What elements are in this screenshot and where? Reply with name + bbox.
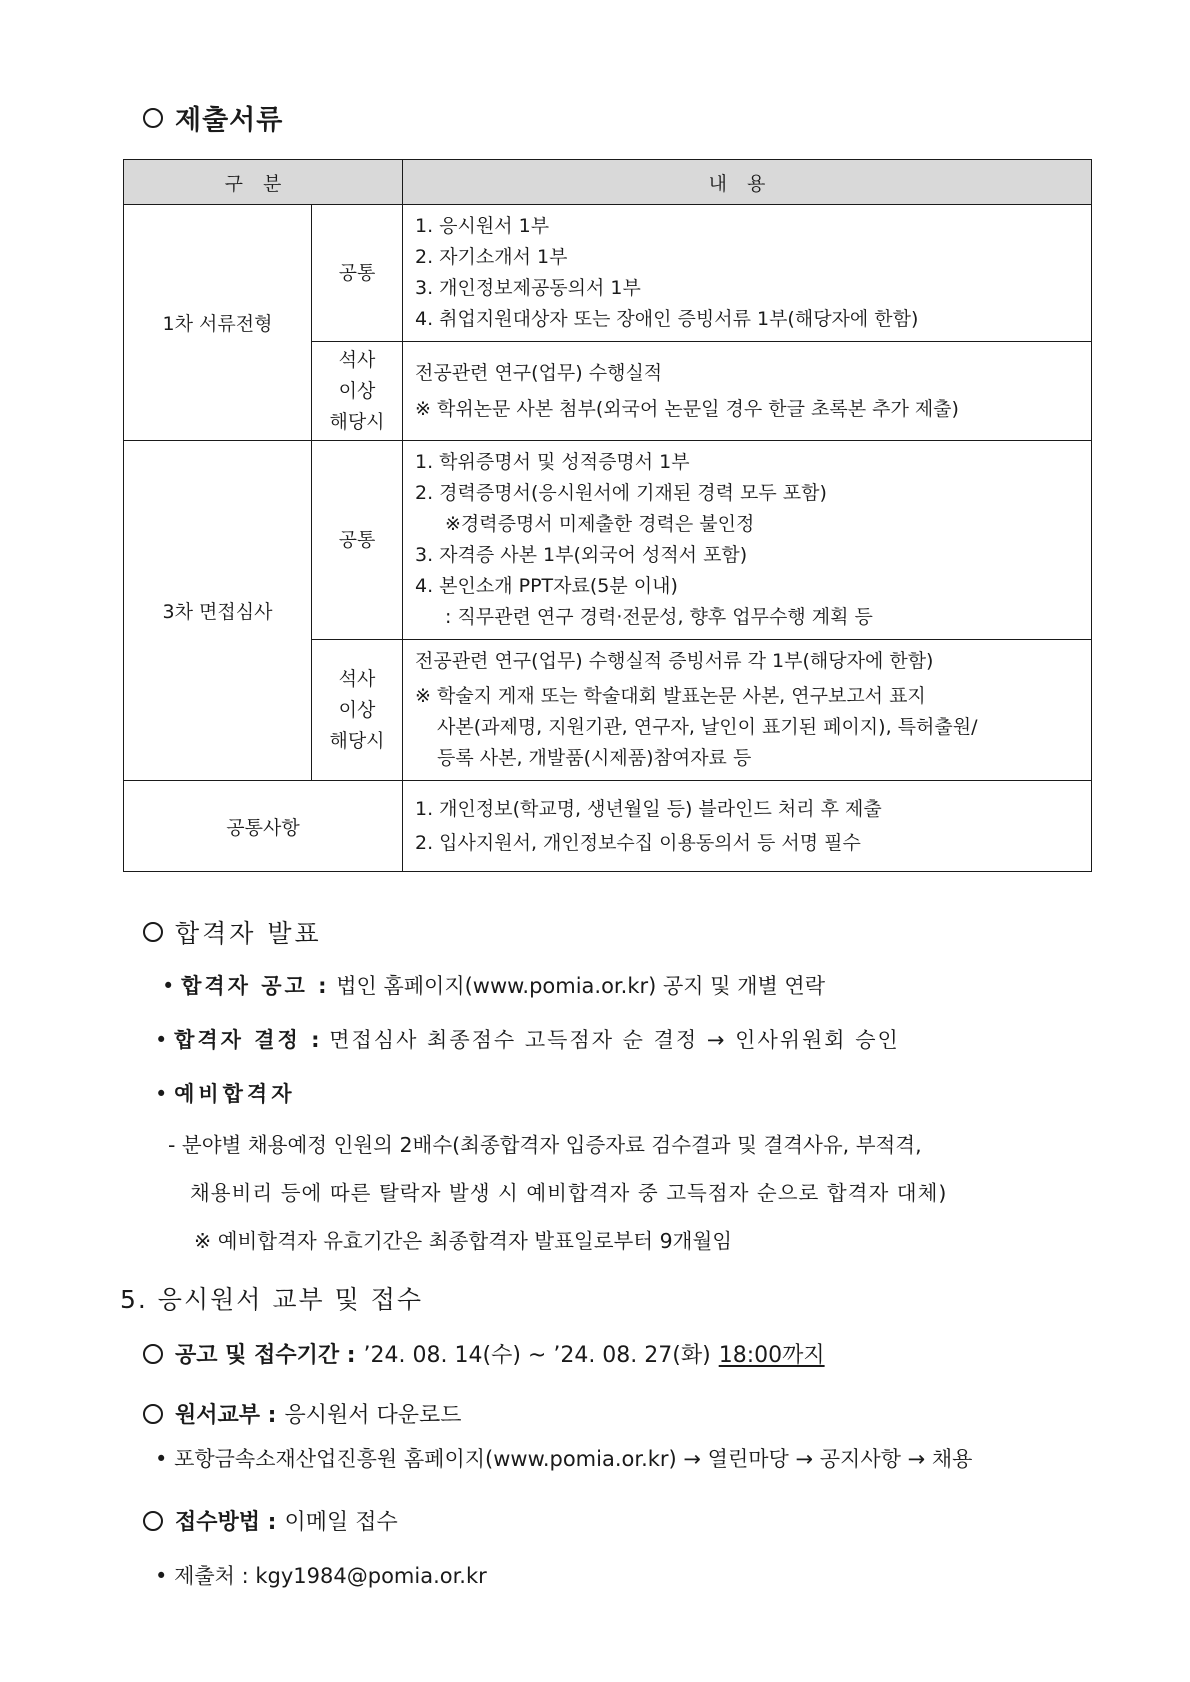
label-line: 석사 (338, 348, 376, 371)
circle-bullet-icon (143, 1511, 163, 1531)
list-item: 3. 개인정보제공동의서 1부 (415, 277, 641, 299)
stage3-master-content (403, 640, 1092, 781)
common-label: 공통사항 (124, 781, 403, 872)
submission-docs-table (123, 159, 1092, 872)
list-item: 전공관련 연구(업무) 수행실적 (415, 362, 663, 384)
announce-label: 합격자 공고 : (181, 974, 330, 998)
reserve-line-2: 채용비리 등에 따른 탈락자 발생 시 예비합격자 중 고득점자 순으로 합격자 대체) (190, 1181, 948, 1205)
method-label: 접수방법 : (175, 1510, 277, 1535)
list-item: ※ 학위논문 사본 첨부(외국어 논문일 경우 한글 초록본 추가 제출) (415, 398, 959, 420)
table-row (124, 781, 1092, 872)
bullet-dot-icon: • (155, 1028, 168, 1052)
list-item: 등록 사본, 개발품(시제품)참여자료 등 (437, 747, 752, 769)
label-line: 석사 (338, 667, 376, 690)
list-item: 1. 학위증명서 및 성적증명서 1부 (415, 451, 690, 473)
period-text: ’24. 08. 14(수) ~ ’24. 08. 27(화) (363, 1343, 711, 1368)
reserve-label: 예비합격자 (174, 1082, 296, 1106)
decision-text: 면접심사 최종점수 고득점자 순 결정 → 인사위원회 승인 (329, 1028, 900, 1052)
stage3-common-content (403, 441, 1092, 640)
list-item: ※경력증명서 미제출한 경력은 불인정 (445, 513, 755, 535)
stage1-common-content (403, 205, 1092, 342)
issue-item (143, 1398, 461, 1429)
reserve-line-1: - 분야별 채용예정 인원의 2배수(최종합격자 입증자료 검수결과 및 결격사유, 부적격, (168, 1133, 922, 1157)
label-line: 이상 (338, 698, 376, 721)
decision-label: 합격자 결정 : (174, 1028, 323, 1052)
period-item (143, 1338, 825, 1369)
issue-path-item (155, 1443, 972, 1473)
list-item: 2. 경력증명서(응시원서에 기재된 경력 모두 포함) (415, 482, 827, 504)
bullet-dot-icon: • (155, 1564, 168, 1588)
list-item: 2. 입사지원서, 개인정보수집 이용동의서 등 서명 필수 (415, 832, 861, 854)
list-item: ※ 학술지 게재 또는 학술대회 발표논문 사본, 연구보고서 표지 (415, 685, 926, 707)
decision-item (155, 1024, 900, 1054)
period-deadline: 18:00까지 (718, 1343, 825, 1368)
submit-item (155, 1560, 487, 1590)
stage1-master-content (403, 342, 1092, 441)
circle-bullet-icon (143, 1404, 163, 1424)
announce-text: 법인 홈페이지(www.pomia.or.kr) 공지 및 개별 연락 (336, 974, 826, 998)
section-announcement-heading (143, 914, 322, 950)
bullet-dot-icon: • (162, 974, 175, 998)
table-header-row (124, 160, 1092, 205)
list-item: 4. 취업지원대상자 또는 장애인 증빙서류 1부(해당자에 한함) (415, 308, 919, 330)
circle-bullet-icon (143, 108, 163, 128)
circle-bullet-icon (143, 922, 163, 942)
stage3-common-label: 공통 (312, 441, 403, 640)
issue-path: 포항금속소재산업진흥원 홈페이지(www.pomia.or.kr) → 열린마당 → 공지사항 → 채용 (174, 1447, 973, 1471)
label-line: 이상 (338, 379, 376, 402)
list-item: 3. 자격증 사본 1부(외국어 성적서 포함) (415, 544, 748, 566)
table-row (124, 441, 1092, 640)
list-item: 4. 본인소개 PPT자료(5분 이내) (415, 575, 678, 597)
stage3-label: 3차 면접심사 (124, 441, 312, 781)
header-content: 내용 (403, 160, 1092, 205)
section-submission-docs-heading (143, 98, 283, 137)
circle-bullet-icon (143, 1344, 163, 1364)
list-item: 전공관련 연구(업무) 수행실적 증빙서류 각 1부(해당자에 한함) (415, 650, 934, 672)
list-item: : 직무관련 연구 경력·전문성, 향후 업무수행 계획 등 (445, 606, 873, 628)
reserve-note: ※ 예비합격자 유효기간은 최종합격자 발표일로부터 9개월임 (194, 1229, 733, 1253)
method-item (143, 1505, 398, 1536)
label-line: 해당시 (329, 410, 385, 433)
stage3-master-label (312, 640, 403, 781)
stage1-label: 1차 서류전형 (124, 205, 312, 441)
submit-email: kgy1984@pomia.or.kr (255, 1564, 487, 1588)
header-category: 구분 (124, 160, 403, 205)
bullet-dot-icon: • (155, 1447, 168, 1471)
table-row (124, 205, 1092, 342)
period-label: 공고 및 접수기간 : (175, 1343, 356, 1368)
reserve-item (155, 1078, 296, 1108)
submit-label: 제출처 : (174, 1564, 249, 1588)
announce-item (162, 970, 825, 1000)
issue-label: 원서교부 : (175, 1403, 277, 1428)
issue-text: 응시원서 다운로드 (284, 1403, 462, 1428)
list-item: 1. 응시원서 1부 (415, 215, 550, 237)
list-item: 2. 자기소개서 1부 (415, 246, 568, 268)
common-content (403, 781, 1092, 872)
section5-title: 5. 응시원서 교부 및 접수 (120, 1285, 423, 1314)
stage1-common-label: 공통 (312, 205, 403, 342)
list-item: 사본(과제명, 지원기관, 연구자, 날인이 표기된 페이지), 특허출원/ (437, 716, 978, 738)
section-title: 합격자 발표 (175, 919, 322, 948)
section-title: 제출서류 (175, 105, 284, 136)
bullet-dot-icon: • (155, 1082, 168, 1106)
list-item: 1. 개인정보(학교명, 생년월일 등) 블라인드 처리 후 제출 (415, 798, 882, 820)
stage1-master-label (312, 342, 403, 441)
label-line: 해당시 (329, 729, 385, 752)
method-text: 이메일 접수 (284, 1510, 398, 1535)
